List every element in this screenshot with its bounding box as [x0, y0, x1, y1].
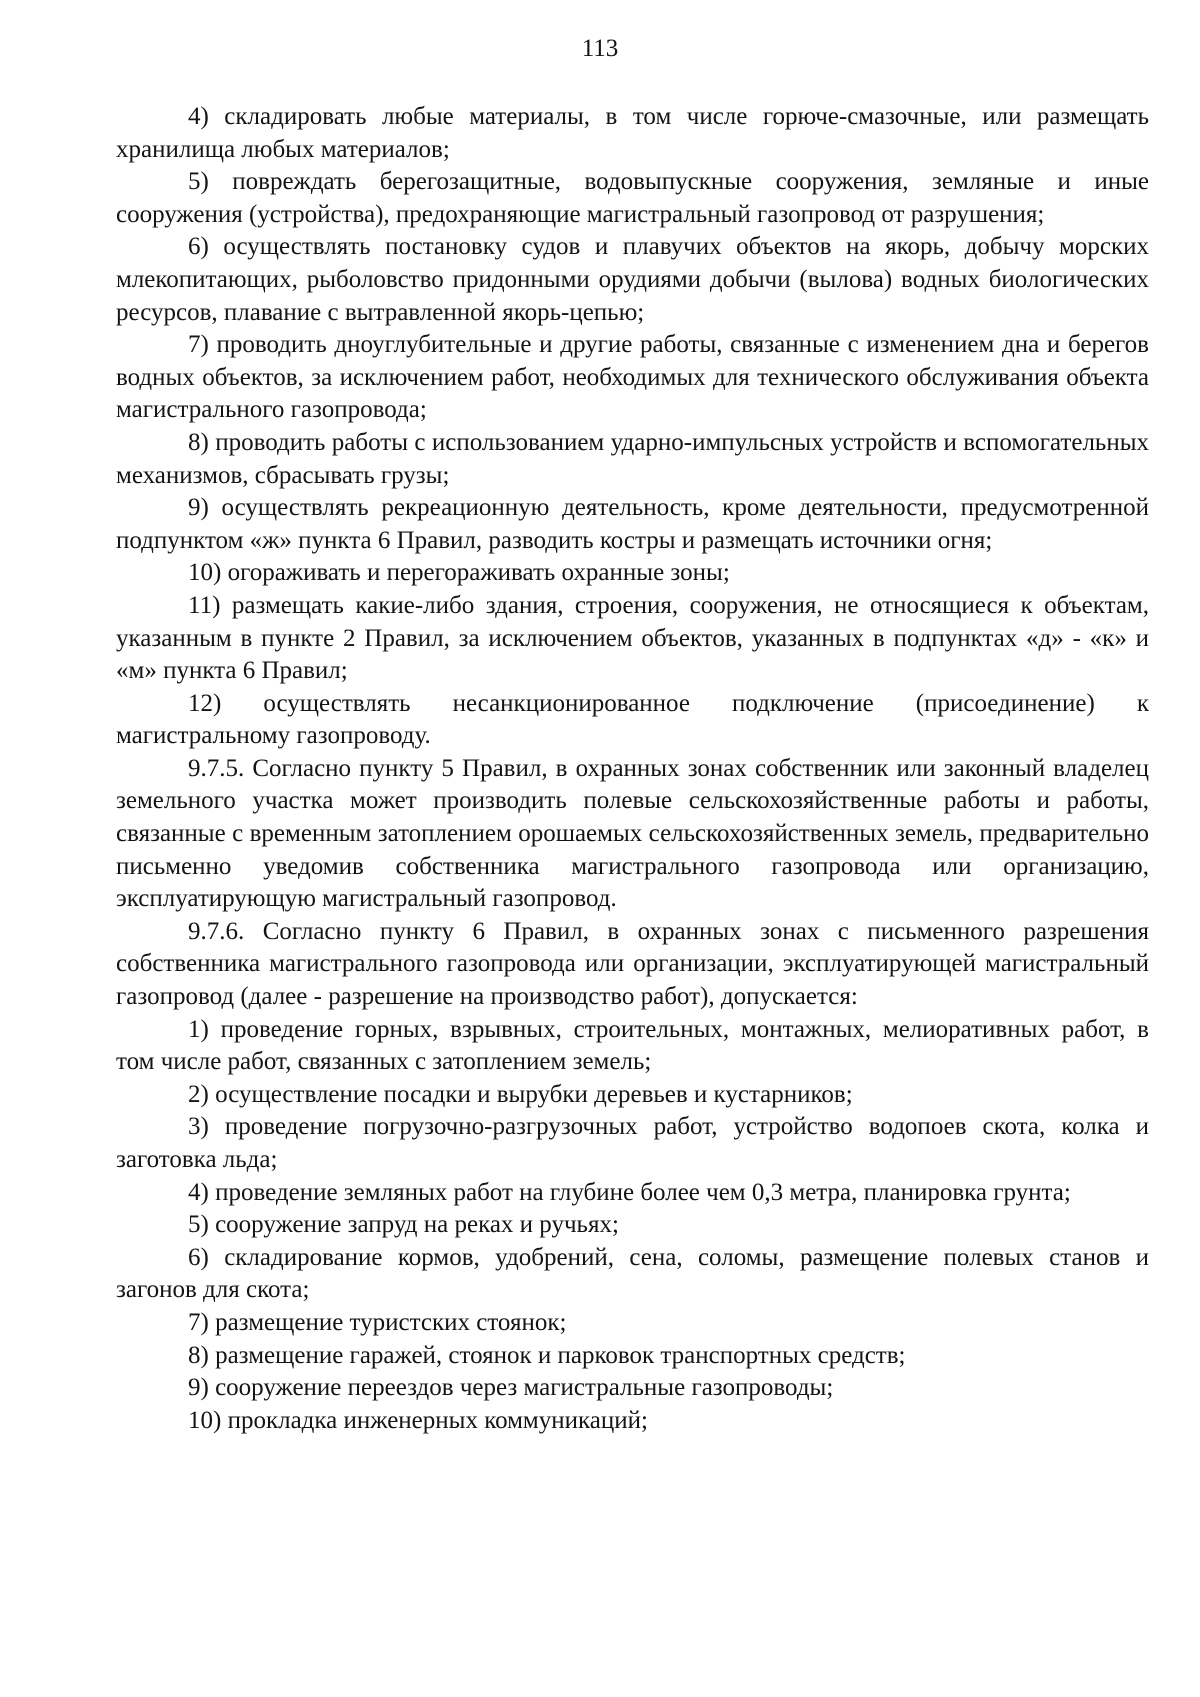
paragraph-item-8-impulse-devices: 8) проводить работы с использованием ударно-импульсных устройств и вспомогательных механизмов, сбрасывать грузы; [116, 428, 1149, 489]
paragraph-permit-10: 10) прокладка инженерных коммуникаций; [188, 1406, 648, 1434]
paragraph-item-7-dredging: 7) проводить дноуглубительные и другие работы, связанные с изменением дна и берегов водных объектов, за исключением работ, необходимых для технического обслуживания объекта магистрального газопровода; [116, 331, 1149, 424]
paragraph-item-10-fencing: 10) огораживать и перегораживать охранные зоны; [188, 559, 730, 587]
paragraph-permit-8: 8) размещение гаражей, стоянок и парковок транспортных средств; [188, 1341, 906, 1369]
paragraph-permit-4: 4) проведение земляных работ на глубине более чем 0,3 метра, планировка грунта; [188, 1178, 1071, 1206]
paragraph-item-4-storage: 4) складировать любые материалы, в том числе горюче-смазочные, или размещать хранилища любых материалов; [116, 103, 1149, 163]
body-text [116, 101, 1149, 1437]
paragraph-permit-6: 6) складирование кормов, удобрений, сена, соломы, размещение полевых станов и загонов для скота; [116, 1243, 1149, 1304]
page-number: 113 [581, 35, 619, 62]
paragraph-item-5-damage: 5) повреждать берегозащитные, водовыпускные сооружения, земляные и иные сооружения (устройства), предохраняющие магистральный газопровод от разрушения; [116, 168, 1149, 228]
paragraph-item-12-connection: 12) осуществлять несанкционированное подключение (присоединение) к магистральному газопроводу. [116, 689, 1149, 750]
paragraph-section-9-7-6: 9.7.6. Согласно пункту 6 Правил, в охранных зонах с письменного разрешения собственника магистрального газопровода или организации, эксплуатирующей магистральный газопровод (далее - разрешение на производство работ), допускается: [116, 917, 1149, 1011]
paragraph-section-9-7-5: 9.7.5. Согласно пункту 5 Правил, в охранных зонах собственник или законный владелец земельного участка может производить полевые сельскохозяйственные работы и работы, связанные с временным затоплением орошаемых сельскохозяйственных земель, предварительно письменно уведомив собственника магистрального газопровода или организацию, эксплуатирующую магистральный газопровод. [116, 754, 1149, 913]
paragraph-item-9-recreation: 9) осуществлять рекреационную деятельность, кроме деятельности, предусмотренной подпунктом «ж» пункта 6 Правил, разводить костры и размещать источники огня; [116, 494, 1149, 554]
paragraph-permit-9: 9) сооружение переездов через магистральные газопроводы; [188, 1374, 834, 1402]
paragraph-permit-3: 3) проведение погрузочно-разгрузочных работ, устройство водопоев скота, колка и заготовка льда; [116, 1113, 1149, 1173]
paragraph-item-6-anchoring: 6) осуществлять постановку судов и плавучих объектов на якорь, добычу морских млекопитающих, рыболовство придонными орудиями добычи (вылова) водных биологических ресурсов, плавание с вытравленной якорь-цепью; [116, 233, 1149, 326]
paragraph-permit-5: 5) сооружение запруд на реках и ручьях; [188, 1211, 619, 1239]
paragraph-permit-2: 2) осуществление посадки и вырубки деревьев и кустарников; [188, 1080, 853, 1108]
paragraph-permit-7: 7) размещение туристских стоянок; [188, 1308, 567, 1336]
paragraph-item-11-buildings: 11) размещать какие-либо здания, строения, сооружения, не относящиеся к объектам, указанным в пункте 2 Правил, за исключением объектов, указанных в подпунктах «д» - «к» и «м» пункта 6 Правил; [116, 591, 1149, 685]
paragraph-permit-1: 1) проведение горных, взрывных, строительных, монтажных, мелиоративных работ, в том числе работ, связанных с затоплением земель; [116, 1015, 1149, 1076]
